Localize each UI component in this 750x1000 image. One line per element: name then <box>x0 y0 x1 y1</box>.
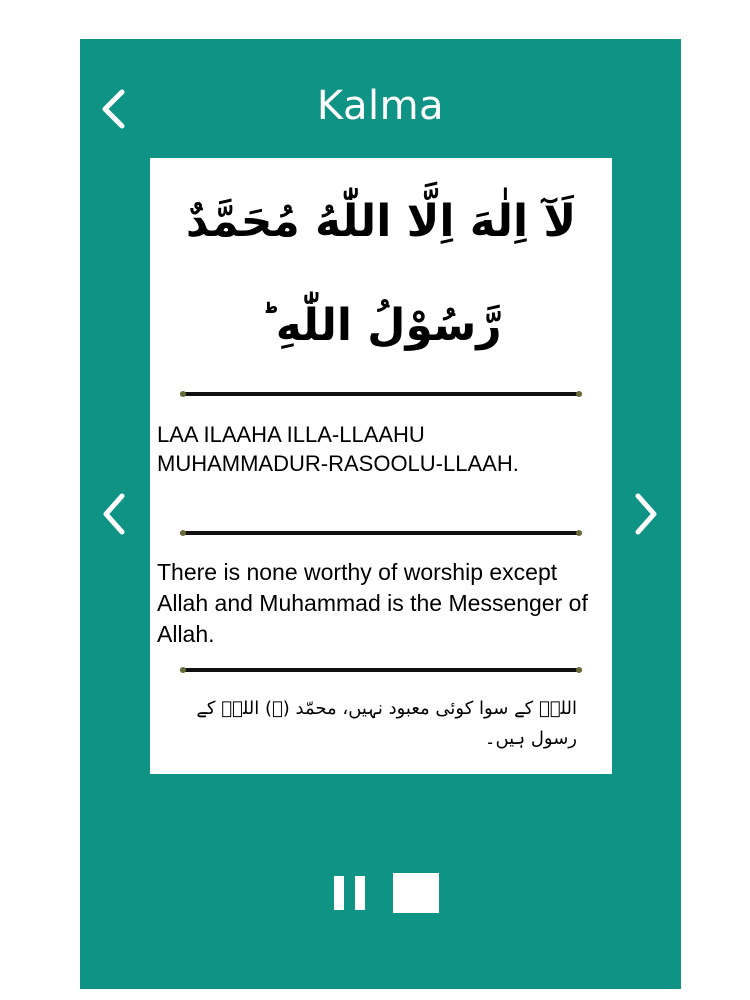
app-screen <box>80 39 681 989</box>
previous-kalma-button[interactable] <box>97 489 131 539</box>
pause-button[interactable] <box>332 874 368 914</box>
divider-2 <box>180 531 582 535</box>
page-title: Kalma <box>316 83 445 129</box>
divider-1 <box>180 392 582 396</box>
english-translation: There is none worthy of worship except Allah and Muhammad is the Messenger of Allah. <box>157 559 588 647</box>
transliteration-text: LAA ILAAHA ILLA-LLAAHU MUHAMMADUR-RASOOLU-LLAAH. <box>157 422 519 476</box>
chevron-right-icon <box>633 492 659 536</box>
urdu-translation: اللہؐ کے سوا کوئی معبود نہیں، محمّد (ﷺ) اللہؐ کے رسول ہیں۔ <box>196 698 577 749</box>
pause-icon <box>334 876 344 910</box>
kalma-card <box>150 158 612 774</box>
pause-icon-bar <box>355 876 365 910</box>
divider-3 <box>180 668 582 672</box>
next-kalma-button[interactable] <box>629 489 663 539</box>
arabic-text: لَآ اِلٰهَ اِلَّا اللّٰهُ مُحَمَّدٌ رَّسُوْلُ اللّٰهِ ؕ <box>185 196 577 351</box>
stop-button[interactable] <box>393 873 439 913</box>
chevron-left-icon <box>101 492 127 536</box>
